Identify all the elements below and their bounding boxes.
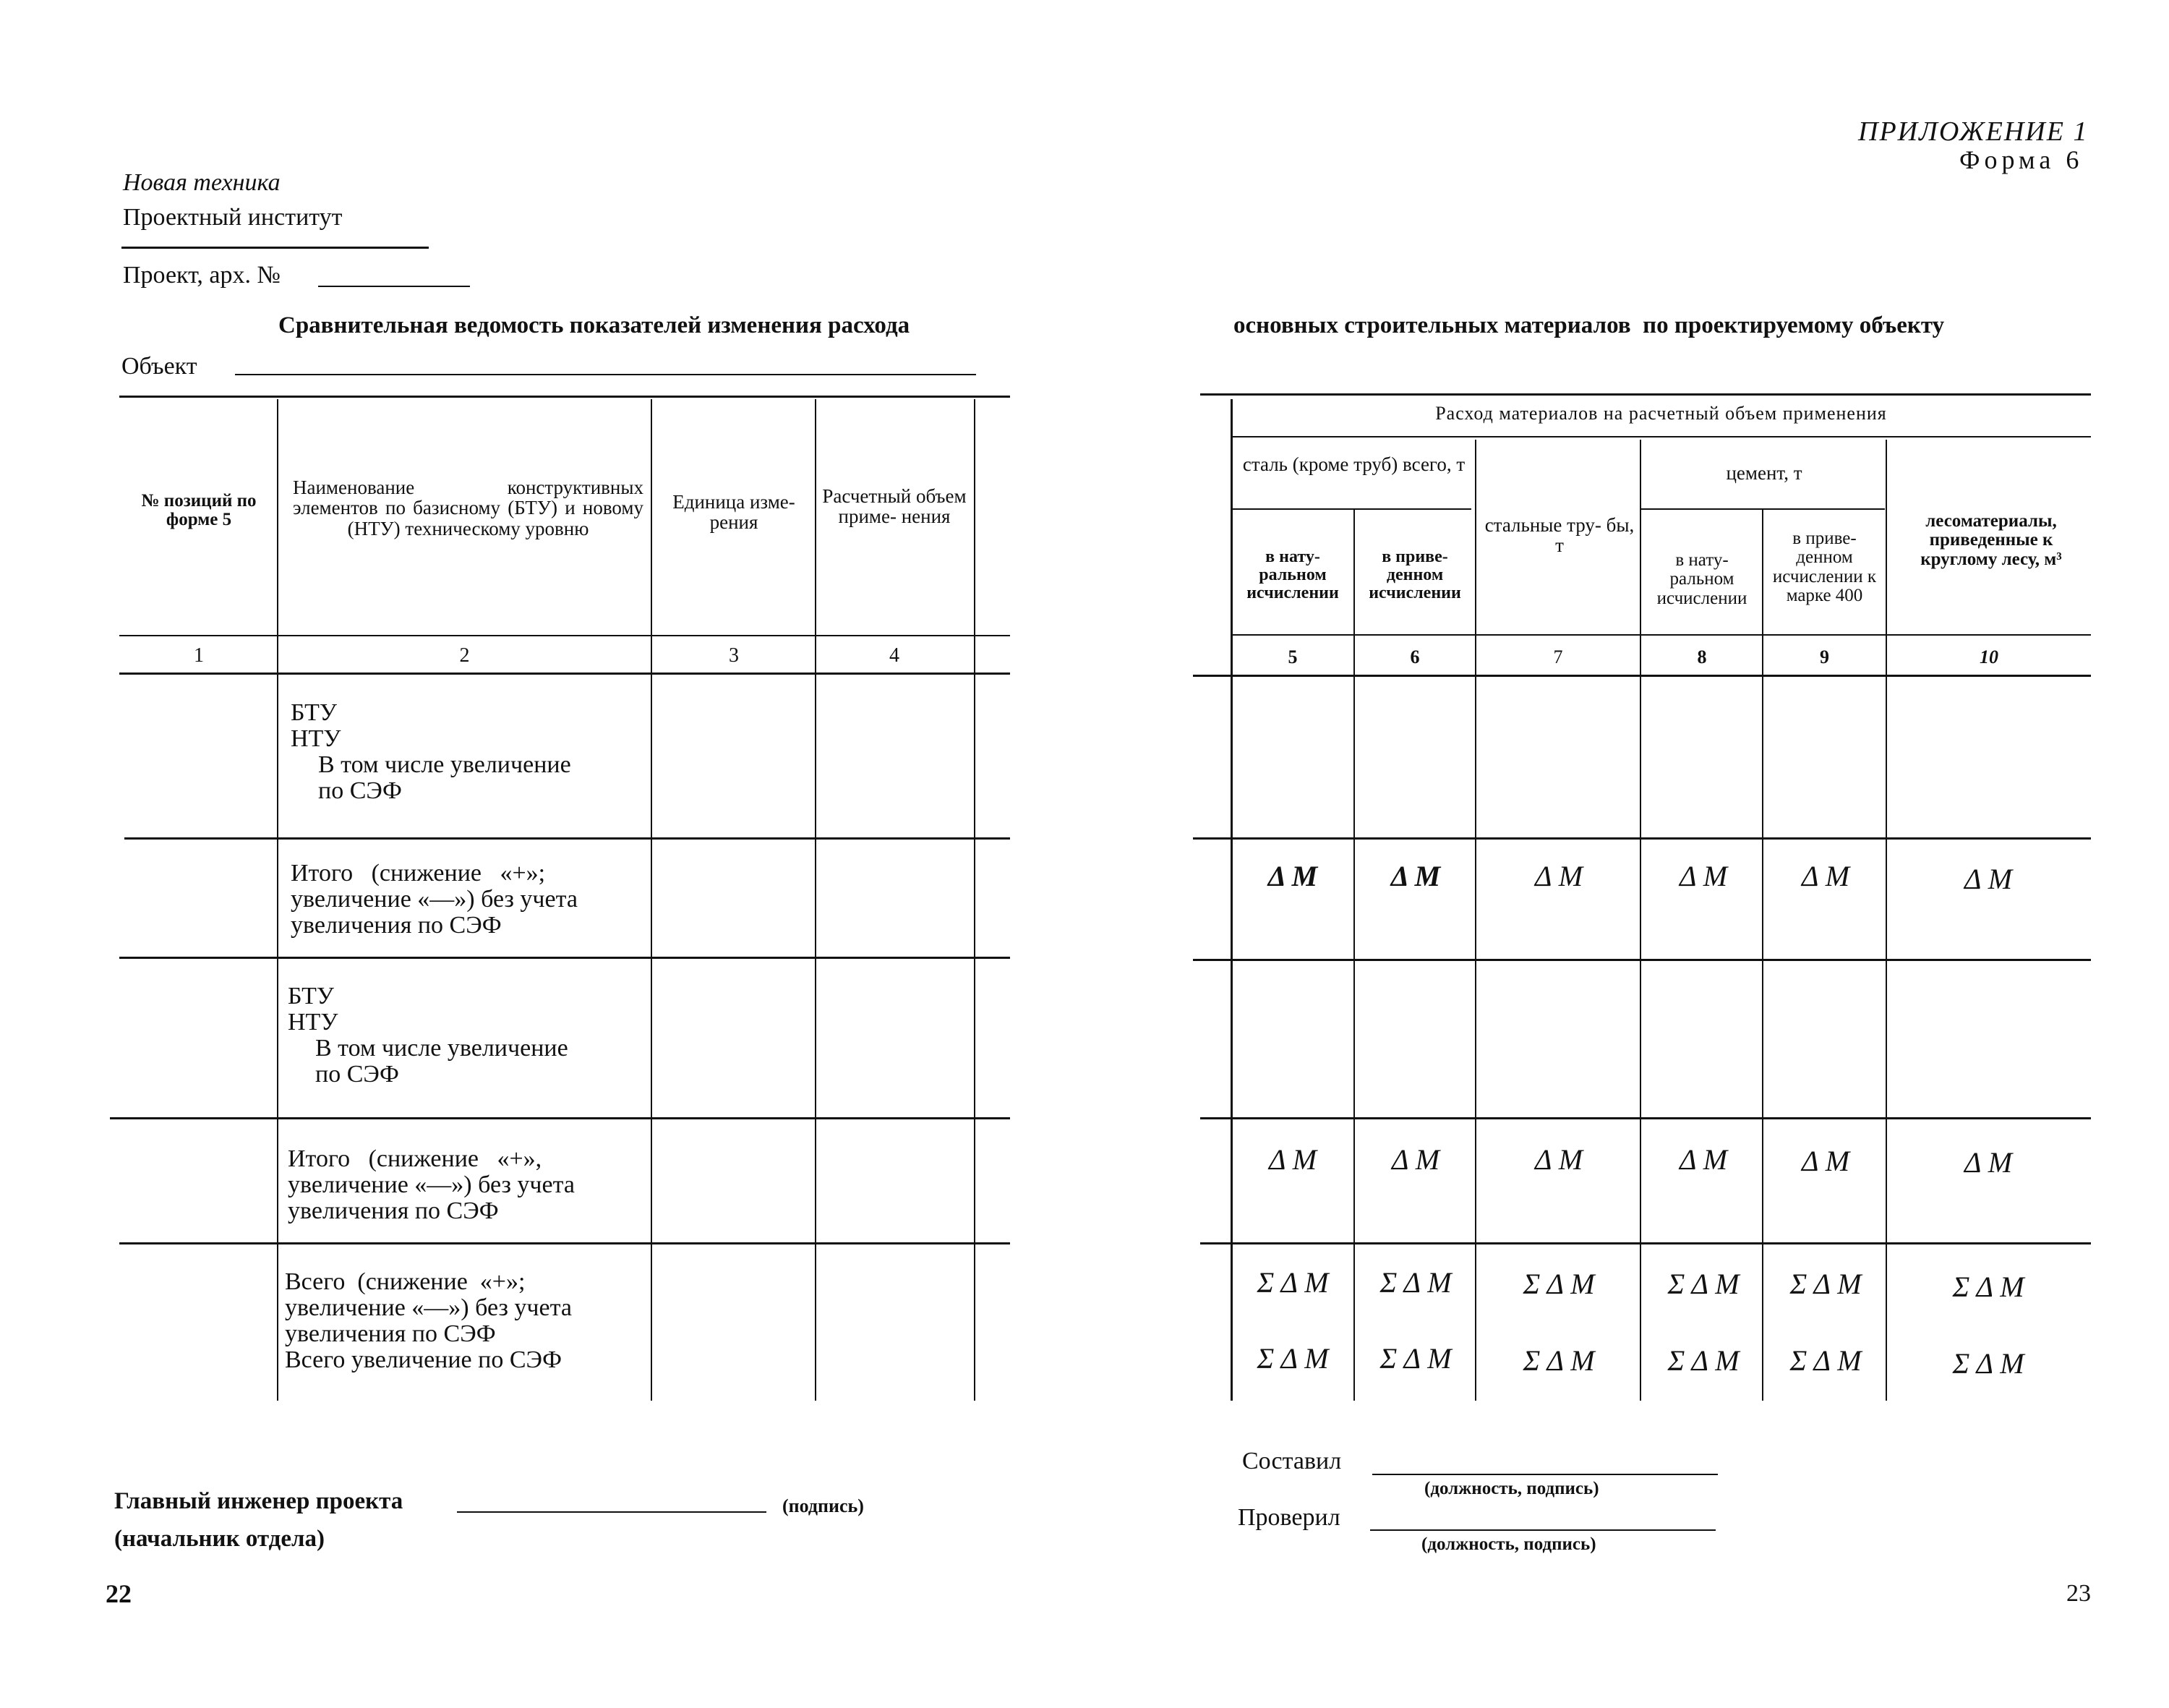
institute-label: Проектный институт	[123, 204, 343, 231]
right-row3-bottom	[1200, 1117, 2091, 1119]
chief-engineer-label: Главный инженер проекта	[114, 1488, 403, 1514]
document-title-part1: Сравнительная ведомость показателей изменения расхода	[278, 312, 910, 338]
delta-m-row2-col5: Δ М	[1267, 860, 1318, 892]
row1-ntu: НТУ	[291, 725, 341, 752]
sigma-delta-m-row5b-col5: Σ Δ М	[1257, 1342, 1329, 1375]
right-vline-2	[1475, 440, 1476, 1401]
col-num-2: 2	[459, 644, 470, 667]
row3-btu: БТУ	[288, 983, 334, 1009]
compiled-by-caption: (должность, подпись)	[1424, 1479, 1599, 1498]
row4-line3: увеличения по СЭФ	[288, 1197, 499, 1224]
row5-line4: Всего увеличение по СЭФ	[285, 1346, 562, 1373]
delta-m-row2-col9: Δ М	[1801, 860, 1850, 892]
header-structural-elements-text: Наименование конструктивных элементов по базисному (БТУ) и новому (НТУ) техническому уровню	[293, 477, 643, 539]
row4-text	[288, 1146, 642, 1224]
left-row4-bottom	[119, 1242, 1010, 1244]
row1-including: В том числе увеличение	[318, 751, 571, 778]
right-row2-bottom	[1193, 959, 2091, 961]
left-row2-bottom	[119, 957, 1010, 959]
sigma-delta-m-row5a-col9: Σ Δ М	[1789, 1268, 1862, 1300]
left-table-top-border	[119, 396, 1010, 398]
sigma-delta-m-row5a-col6: Σ Δ М	[1379, 1266, 1452, 1299]
project-number-line	[318, 286, 470, 287]
delta-m-row4-col7: Δ М	[1534, 1143, 1583, 1176]
project-label: Проект, арх. №	[123, 262, 281, 289]
institute-underline	[121, 247, 429, 249]
left-row1-bottom	[124, 837, 1010, 840]
col-num-10: 10	[1980, 646, 1998, 667]
row4-line1: Итого (снижение «+»,	[288, 1145, 542, 1172]
header-cement-reduced: в приве- денном исчислении к марке 400	[1772, 529, 1877, 605]
sigma-delta-m-row5a-col10: Σ Δ М	[1952, 1271, 2024, 1303]
chief-engineer-signature-caption: (подпись)	[782, 1495, 864, 1516]
object-line	[235, 374, 976, 375]
sigma-delta-m-row5b-col7: Σ Δ М	[1523, 1344, 1595, 1377]
header-unit: Единица изме- рения	[672, 491, 795, 534]
subtitle-new-technology: Новая техника	[123, 169, 281, 196]
col-num-7: 7	[1553, 646, 1563, 667]
col-num-9: 9	[1820, 646, 1829, 667]
header-steel-pipes: стальные тру- бы, т	[1484, 514, 1635, 557]
row1-btu: БТУ	[291, 699, 337, 726]
row3-sef: по СЭФ	[315, 1061, 399, 1088]
left-row3-bottom	[110, 1117, 1010, 1119]
right-row1-bottom	[1193, 837, 2091, 840]
delta-m-row2-col10: Δ М	[1964, 863, 2013, 895]
row2-line2: увеличение «—») без учета	[291, 886, 578, 913]
right-steel-subheader-line	[1233, 508, 1471, 510]
compiled-by-line	[1372, 1474, 1718, 1475]
right-vline-4	[1762, 510, 1763, 1401]
right-header-bottom	[1233, 634, 2091, 636]
right-row4-bottom	[1200, 1242, 2091, 1244]
row2-line1: Итого (снижение «+»;	[291, 860, 546, 887]
left-vline-2	[651, 399, 652, 1401]
sigma-delta-m-row5a-col8: Σ Δ М	[1667, 1268, 1740, 1300]
left-header-bottom	[119, 635, 1010, 636]
appendix-label: ПРИЛОЖЕНИЕ 1	[1858, 116, 2089, 147]
row3-including: В том числе увеличение	[315, 1035, 568, 1062]
delta-m-row4-col8: Δ М	[1679, 1143, 1728, 1176]
checked-by-caption: (должность, подпись)	[1421, 1534, 1596, 1554]
header-steel-reduced: в приве- денном исчислении	[1369, 547, 1461, 603]
left-page-number: 22	[106, 1579, 132, 1608]
header-position-number: № позиций по форме 5	[141, 491, 257, 530]
col-num-8: 8	[1697, 646, 1707, 667]
left-num-row-bottom	[119, 672, 1010, 675]
document-title-part2: основных строительных материалов по проектируемому объекту	[1233, 312, 1945, 338]
row2-text	[291, 861, 645, 939]
right-group-header-bottom	[1233, 436, 2091, 437]
checked-by-label: Проверил	[1238, 1504, 1340, 1531]
delta-m-row2-col8: Δ М	[1679, 860, 1728, 892]
sigma-delta-m-row5b-col6: Σ Δ М	[1379, 1342, 1452, 1375]
header-cement: цемент, т	[1726, 462, 1802, 484]
row1-sef: по СЭФ	[318, 777, 402, 804]
row5-line1: Всего (снижение «+»;	[285, 1268, 526, 1295]
header-steel-natural: в нату- ральном исчислении	[1246, 547, 1339, 603]
chief-engineer-signature-line	[457, 1511, 766, 1513]
right-vline-1	[1353, 510, 1355, 1401]
right-vline-left	[1231, 399, 1233, 1401]
sigma-delta-m-row5b-col9: Σ Δ М	[1789, 1344, 1862, 1377]
sigma-delta-m-row5a-col5: Σ Δ М	[1257, 1266, 1329, 1299]
right-num-row-bottom	[1193, 675, 2091, 677]
col-num-4: 4	[889, 644, 899, 667]
header-timber: лесоматериалы, приведенные к круглому лесу, м³	[1920, 511, 2062, 569]
row3-text	[288, 983, 642, 1088]
sigma-delta-m-row5a-col7: Σ Δ М	[1523, 1268, 1595, 1300]
header-cement-natural: в нату- ральном исчислении	[1656, 550, 1747, 608]
delta-m-row2-col6: Δ М	[1390, 860, 1441, 892]
delta-m-row4-col10: Δ М	[1964, 1146, 2013, 1179]
right-vline-3	[1640, 440, 1641, 1401]
group-header-material-consumption: Расход материалов на расчетный объем применения	[1435, 403, 1887, 424]
row5-text	[285, 1269, 646, 1373]
sigma-delta-m-row5b-col10: Σ Δ М	[1952, 1347, 2024, 1380]
col-num-1: 1	[194, 644, 204, 667]
row3-ntu: НТУ	[288, 1009, 338, 1036]
row5-line2: увеличение «—») без учета	[285, 1294, 572, 1321]
right-vline-5	[1886, 440, 1887, 1401]
row1-text	[291, 700, 645, 804]
checked-by-line	[1370, 1529, 1716, 1531]
col-num-5: 5	[1288, 646, 1298, 667]
compiled-by-label: Составил	[1242, 1448, 1342, 1474]
delta-m-row4-col9: Δ М	[1801, 1145, 1850, 1177]
right-table-top-border	[1200, 393, 2091, 396]
row4-line2: увеличение «—») без учета	[288, 1171, 575, 1198]
left-vline-4	[974, 399, 975, 1401]
col-num-6: 6	[1410, 646, 1420, 667]
right-page-number: 23	[2066, 1580, 2091, 1607]
header-structural-elements	[293, 477, 643, 539]
form-label: Форма 6	[1959, 145, 2084, 174]
delta-m-row4-col6: Δ М	[1391, 1143, 1440, 1176]
object-label: Объект	[121, 353, 197, 380]
row2-line3: увеличения по СЭФ	[291, 912, 502, 939]
header-calc-volume: Расчетный объем приме- нения	[822, 485, 967, 528]
row5-line3: увеличения по СЭФ	[285, 1320, 496, 1347]
left-vline-3	[815, 399, 816, 1401]
header-steel: сталь (кроме труб) всего, т	[1242, 453, 1466, 475]
delta-m-row2-col7: Δ М	[1534, 860, 1583, 892]
col-num-3: 3	[729, 644, 739, 667]
department-head-label: (начальник отдела)	[114, 1526, 325, 1552]
left-vline-1	[277, 399, 278, 1401]
delta-m-row4-col5: Δ М	[1268, 1143, 1317, 1176]
sigma-delta-m-row5b-col8: Σ Δ М	[1667, 1344, 1740, 1377]
